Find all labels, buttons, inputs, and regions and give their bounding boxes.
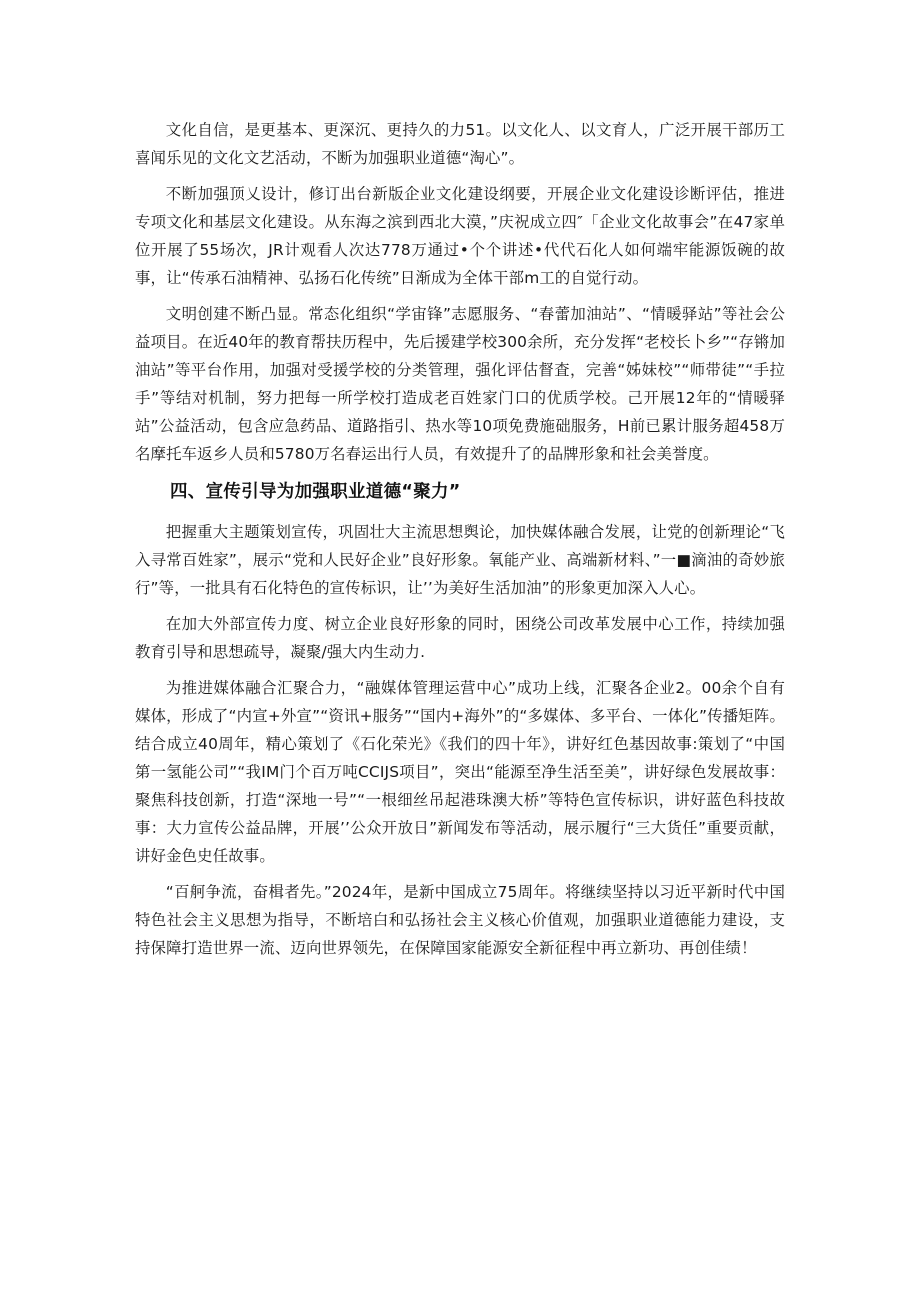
- paragraph-top-level-design: 不断加强顶乂设计，修订出台新版企业文化建设纲要，开展企业文化建设诊断评估，推进专项文化和基层文化建设。从东海之滨到西北大漠，”庆祝成立四″「企业文化故事会”在47家单位开展了55场次，JR计观看人次达778万通过•个个讲述•代代石化人如何端牢能源饭碗的故事，让“传承石油精神、弘扬石化传统”日渐成为全体干部m工的自觉行动。: [135, 185, 785, 287]
- section-heading-publicity: 四、宣传引导为加强职业道德“聚力”: [170, 482, 461, 502]
- paragraph-conclusion: “百舸争流，奋楫者先。”2024年，是新中国成立75周年。将继续坚持以习近平新时代中国特色社会主义思想为指导，不断培白和弘扬社会主义核心价值观，加强职业道德能力建设，支持保障打造世界一流、迈向世界领先，在保障国家能源安全新征程中再立新功、再创佳绩！: [135, 883, 785, 957]
- paragraph-cultural-confidence: 文化自信，是更基本、更深沉、更持久的力51。以文化人、以文育人，广泛开展干部历工喜闻乐见的文化文艺活动，不断为加强职业道德“淘心”。: [135, 121, 785, 167]
- document-body: [135, 116, 785, 970]
- paragraph-theme-publicity: 把握重大主题策划宣传，巩固壮大主流思想舆论，加快媒体融合发展，让党的创新理论“飞入寻常百姓家”，展示“党和人民好企业”良好形象。氧能产业、高端新材料、”一■滴油的奇妙旅行”等，一批具有石化特色的宣传标识，让’’为美好生活加油”的形象更加深入人心。: [135, 523, 785, 597]
- paragraph-external-publicity: 在加大外部宣传力度、树立企业良好形象的同时，困绕公司改革发展中心工作，持续加强教育引导和思想疏导，凝聚/强大内生动力.: [135, 615, 785, 661]
- paragraph-civilization-building: 文明创建不断凸显。常态化组织“学宙锋”志愿服务、“春蕾加油站”、“情暖驿站”等社会公益项目。在近40年的教育帮扶历程中，先后援建学校300余所，充分发挥“老校长卜乡”“存锵加油站”等平台作用，加强对受援学校的分类管理，强化评估督査，完善“姊妹校”“师带徒”“手拉手”等结对机制，努力把每一所学校打造成老百姓家门口的优质学校。己开展12年的“情暖驿站”公益活动，包含应急药品、道路指引、热水等10项免费施础服务，H前已累计服务超458万名摩托车返乡人员和5780万名春运出行人员，有效提升了的品牌形象和社会美誉度。: [135, 305, 785, 463]
- paragraph-media-integration: 为推进媒体融合汇聚合力，“融媒体管理运营中心”成功上线，汇聚各企业2。00余个自有媒体，形成了“内宣+外宣”“资讯+服务”“国内+海外”的“多媒体、多平台、一体化”传播矩阵。结合成立40周年，精心策划了《石化荣光》《我们的四十年》，讲好红色基因故事:策划了“中国第一氢能公司”“我IM门个百万吨CCIJS项目”，突出“能源至净生活至美”，讲好绿色发展故事：聚焦科技创新，打造“深地一号”“一根细丝吊起港珠澳大桥”等特色宣传标识，讲好蓝色科技故事：大力宣传公益品牌，开展’’公众开放日”新闻发布等活动，展示履行“三大货任”重要贡献，讲好金色史任故事。: [135, 679, 785, 865]
